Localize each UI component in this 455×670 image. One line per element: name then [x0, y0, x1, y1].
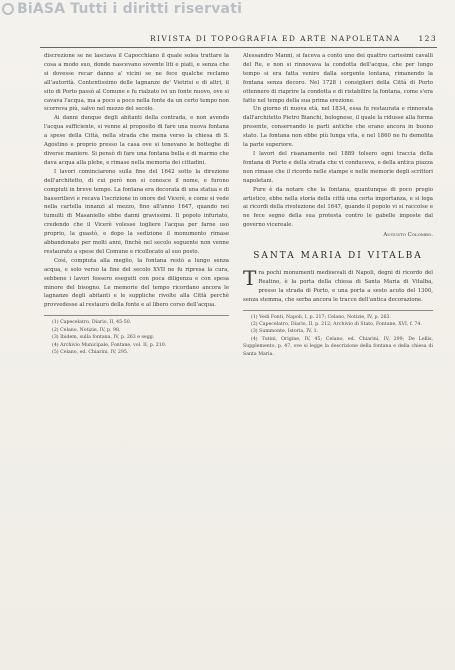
- footnote: (4) Tutini, Origine, IV, 45; Celano, ed. Chiarini, IV, 299; De Lellis, Supplemento, p. 47, ove si legge la descrizione della fontana e della chiesa di Santa Maria.: [243, 336, 433, 357]
- section-text: ra pochi monumenti medioevali di Napoli, degni di ricordo del Reatino, è la porta della chiesa di Santa Maria di Vitalba, presso la strada di Porto, e una porta a sesto acuto del 1300, senza stemma, che serba ancora le tracce dell'antica decorazione.: [243, 269, 433, 303]
- paragraph: Alessandro Manni, si faceva a conto uno dei quattro carissimi cavalli del Re, e non si rinnovava la condotta dell'acqua, che per lungo tempo si era fatta venire dalla sorgente lontana, rimanendo la fontana senza decoro. Nel 1728 i consiglieri della Città di Porto ottennero di riaprire la condotta e di ristabilire la fontana, come s'era fatto nel tempo della sua prima erezione.: [243, 53, 433, 104]
- footnotes: [243, 310, 433, 358]
- footnote: (3) Ibidem, sulla fontana, IV, p. 263 e segg.: [52, 335, 155, 341]
- paragraph: I lavori cominciarono sulla fine del 1642 sotto la direzione dell'architetto, di cui però non si conosce il nome, e furono compiuti in breve tempo. La fontana era decorata di una statua e di bassorilievi e recava l'iscrizione in onore del Vicerè, e come si vede nella cartella innanzi al mezzo, fino all'anno 1647, quando nei tumulti di Masaniello ebbe danni gravissimi. Il popolo infuriato, credendo che il Vicerè volesse togliere l'acqua per farne uso proprio, la guastò, e dopo la sedizione il monumento rimase abbandonato per molti anni, finchè nel secolo seguente non venne restaurato a spese del Comune e ricollocato al suo posto.: [44, 168, 229, 255]
- watermark-text: BiASA Tutti i diritti riservati: [17, 1, 243, 17]
- footnote: (3) Summonte, Istoria, IV, 1.: [251, 329, 319, 335]
- page-number: 123: [418, 34, 437, 43]
- paragraph: Un giorno di nuova età, nel 1834, essa fu restaurata e rinnovata dall'architetto Pietro Bianchi, bolognese, il quale la ridusse alla forma presente, conservando le parti antiche che erano ancora in buono stato. La fontana non ebbe più lunga vita, e nel 1860 ne fu demolita la parte superiore.: [243, 106, 433, 149]
- paragraph: Così, compiuta alla meglio, la fontana restò a lungo senza acqua, e solo verso la fine del secolo XVII ne fu ripresa la cura, sebbene i lavori fossero eseguiti con poca diligenza e con spesa minore del bisogno. Le memorie del tempo ricordano ancora le lagnanze degli abitanti e le suppliche rivolte alla Città perchè provvedesse al restauro della fonte e al libero corso dell'acqua.: [44, 257, 229, 309]
- section-title: SANTA MARIA DI VITALBA: [253, 251, 423, 262]
- right-column: [243, 52, 433, 358]
- drop-cap: T: [243, 265, 257, 290]
- biasa-logo-icon: [2, 3, 14, 15]
- page-header: [40, 34, 437, 48]
- watermark: [2, 1, 242, 17]
- paragraph: Pure è da notare che la fontana, quantunque di poco pregio artistico, ebbe nella storia della città una certa importanza, e si lega ai ricordi della rivoluzione del 1647, quando il popolo vi si raccolse e ne fece segno della sua protesta contro le gabelle imposte dal governo vicereale.: [243, 186, 433, 229]
- footnotes: [44, 315, 229, 356]
- paragraph: I lavori del risanamento nel 1889 tolsero ogni traccia della fontana di Porto e della strada che vi conduceva, e della antica piazza non rimase che il ricordo nelle stampe e nelle memorie degli scrittori napoletani.: [243, 150, 433, 184]
- footnote: (5) Celano, ed. Chiarini, IV, 295.: [52, 349, 129, 355]
- footnote: (1) Capecelatro, Diario, II, 45-50.: [52, 320, 132, 326]
- footnote: (2) Capecelatro, Diario, II, p. 212; Archivio di Stato, Fontane, XVI, f. 74.: [251, 321, 422, 327]
- paragraph: Ai danni dunque degli abitanti della contrada, e non avendo l'acqua sufficiente, si venne al proposito di fare una nuova fontana a spese della Città, nella strada che mena verso la chiesa di S. Agostino e proprio presso la casa ove si tenevano le botteghe di diverse maniere. Si pensò di fare una fontana bella e di marmo che dava acqua alla plebe, e rimase nella memoria dei cittadini.: [44, 115, 229, 166]
- header-rule: [40, 47, 437, 48]
- left-column: [44, 52, 229, 356]
- paragraph: discrezione se ne lasciava il Capocchiano il quale solea trattare la cosa a modo suo, donde nascevano sovente liti e piati, e senza che si dovesse recar danno a' vicini se ne fece qualche reclamo all'autorità. Contentissimo delle lagnanze de' Vietrisi e di altri, il sito di Porto passò al Comune e fu rialzato ivi un fonte nuovo, ove si cavava l'acqua, ma a poco a poco nella fonte da un certo tempo non scorreva più, salvo nel mezzo del secolo.: [44, 53, 229, 113]
- section-paragraph: [243, 265, 433, 305]
- footnote: (4) Archivio Municipale, Fontane, vol. II, p. 210.: [52, 342, 167, 348]
- running-title: RIVISTA DI TOPOGRAFIA ED ARTE NAPOLETANA: [150, 34, 401, 43]
- footnote: (1) Vedi Fonti, Napoli, I, p. 217; Celano, Notizie, IV, p. 263.: [251, 314, 391, 320]
- footnote: (2) Celano, Notizie, IV, p. 98.: [52, 327, 121, 333]
- author-signature: Augusto Colombo.: [383, 232, 433, 239]
